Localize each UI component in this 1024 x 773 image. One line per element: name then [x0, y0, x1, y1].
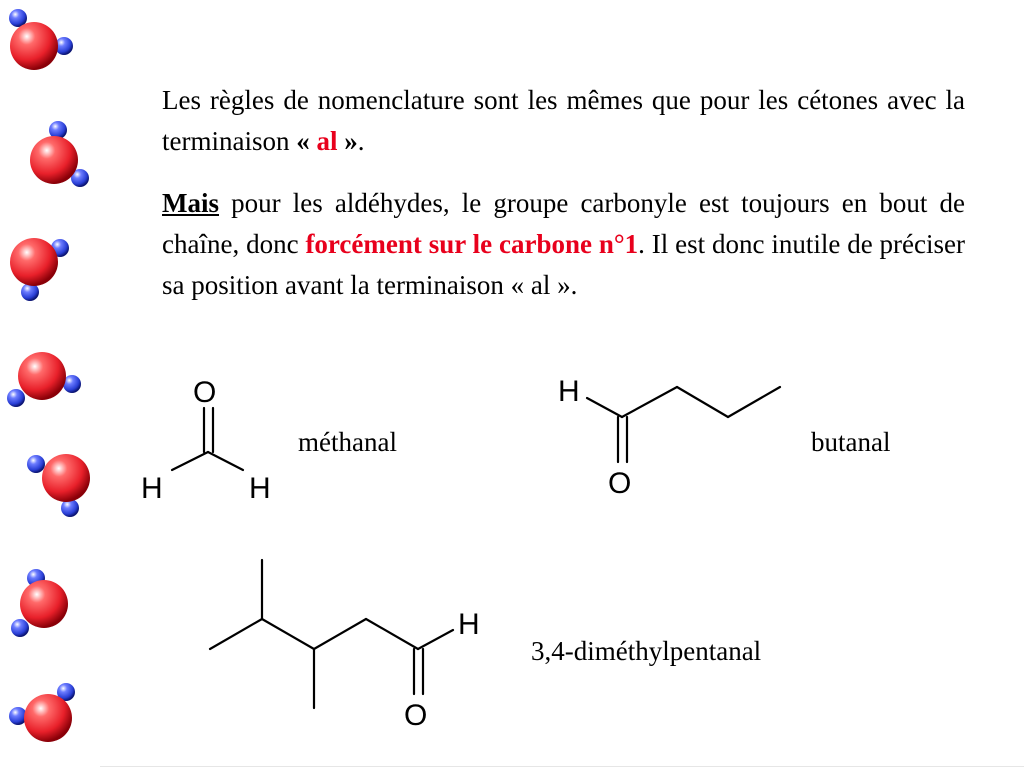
dmp-hydrogen: H	[458, 608, 480, 641]
butanal-hydrogen: H	[558, 375, 580, 408]
paragraph2-text1: pour les aldéhydes, le groupe carbonyle est toujours en bout de chaîne, donc	[162, 188, 965, 259]
paragraph1-text: Les règles de nomenclature sont les mêmes que pour les cétones avec la terminaison	[162, 85, 965, 156]
suffix-highlight: al	[316, 126, 338, 156]
quote-open: «	[296, 126, 317, 156]
dimethylpentanal-label: 3,4-diméthylpentanal	[531, 636, 762, 666]
mais-emphasis: Mais	[162, 188, 219, 218]
quote-close: »	[337, 126, 358, 156]
methanal-hydrogen-left: H	[141, 472, 163, 505]
footer-divider	[100, 766, 1024, 767]
methanal-oxygen: O	[193, 376, 217, 409]
butanal-oxygen: O	[608, 467, 632, 500]
butanal-label: butanal	[811, 427, 891, 457]
paragraph2-text2: . Il est donc inutile de préciser sa position avant la terminaison « al ».	[162, 229, 966, 300]
dmp-oxygen: O	[404, 699, 428, 732]
carbon-highlight: forcément sur le carbone n°1	[305, 229, 639, 259]
butanal-structure	[587, 387, 780, 462]
dimethylpentanal-structure	[210, 560, 453, 708]
paragraph1-end: .	[357, 126, 365, 156]
methanal-label: méthanal	[298, 427, 397, 457]
methanal-hydrogen-right: H	[249, 472, 271, 505]
methanal-structure	[172, 408, 243, 470]
